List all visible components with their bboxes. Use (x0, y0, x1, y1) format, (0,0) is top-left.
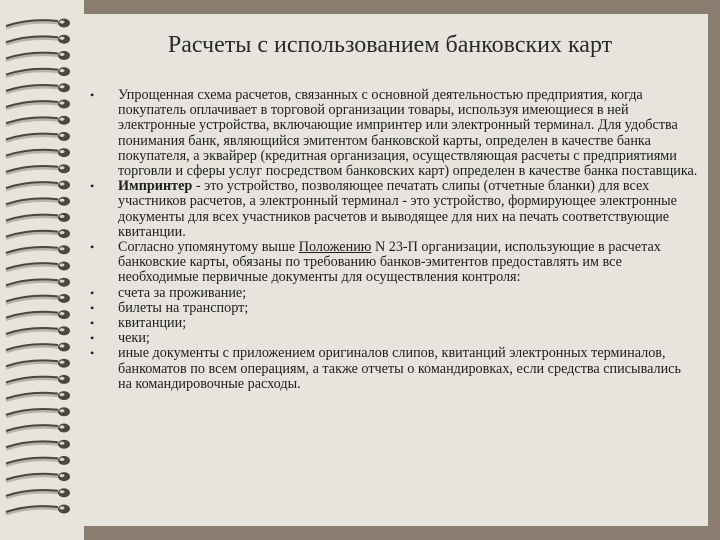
slide-title: Расчеты с использованием банковских карт (167, 32, 613, 58)
binding-ring (6, 472, 70, 482)
binding-ring (6, 213, 70, 223)
binding-ring (6, 181, 70, 191)
item-text: счета за проживание; (118, 284, 247, 301)
binding-ring (6, 51, 70, 61)
item-text: - это устройство, позволяющее печатать слипы (отчетные бланки) для всех участников расчетов, а электронный терминал - это устройство, формирующее электронные документы для всех участников расчетов и выводящее для них на печать соответствующие квитанции. (118, 178, 677, 240)
binding-ring (6, 326, 70, 336)
binding-ring (6, 262, 70, 272)
binding-ring (6, 375, 70, 385)
binding-ring (6, 407, 70, 417)
binding-ring (6, 505, 70, 515)
frame-top (0, 0, 720, 14)
binding-ring (6, 343, 70, 353)
bullet-icon: • (90, 285, 95, 300)
list-item (88, 179, 698, 240)
frame-bottom (0, 526, 720, 540)
regulation-link[interactable]: Положению (298, 239, 372, 256)
item-text: чеки; (118, 330, 150, 347)
binding-ring (6, 132, 70, 142)
list-item (88, 331, 698, 346)
binding-ring (6, 278, 70, 288)
term-imprinter: Импринтер (118, 178, 193, 195)
binding-ring (6, 359, 70, 369)
binding-ring (6, 148, 70, 158)
binding-ring (6, 67, 70, 77)
binding-ring (6, 164, 70, 174)
binding-ring (6, 100, 70, 110)
binding-ring (6, 424, 70, 434)
bullet-icon: • (90, 240, 95, 255)
bullet-list (88, 88, 698, 392)
binding-ring (6, 391, 70, 401)
binding-ring (6, 116, 70, 126)
bullet-icon: • (90, 179, 95, 194)
list-item (88, 286, 698, 301)
list-item (88, 88, 698, 179)
binding-ring (6, 83, 70, 93)
spiral-binding-icon (0, 0, 84, 540)
list-item (88, 301, 698, 316)
bullet-icon: • (90, 346, 95, 361)
item-text: квитанции; (118, 315, 187, 332)
binding-ring (6, 19, 70, 29)
list-item (88, 346, 698, 392)
binding-ring (6, 35, 70, 45)
frame-right (708, 0, 720, 540)
binding-ring (6, 440, 70, 450)
list-item (88, 316, 698, 331)
binding-ring (6, 294, 70, 304)
binding-ring (6, 229, 70, 239)
binding-ring (6, 310, 70, 320)
binding-ring (6, 488, 70, 498)
bullet-icon: • (90, 331, 95, 346)
item-text: билеты на транспорт; (118, 299, 249, 316)
binding-ring (6, 456, 70, 466)
bullet-icon: • (90, 300, 95, 315)
item-text: N 23-П организации, использующие в расчетах банковские карты, обязаны по требованию банков-эмитентов предоставлять им все необходимые первичные документы для осуществления контроля: (118, 239, 661, 286)
bullet-icon: • (90, 88, 95, 102)
binding-ring (6, 197, 70, 207)
item-text: Упрощенная схема расчетов, связанных с основной деятельностью предприятия, когда покупатель оплачивает в торговой организации товары, используя имеющиеся в ней электронные устройства, включающие импринтер или электронный терминал. Для удобства понимания банк, являющийся эмитентом банковской карты, определен в качестве банка покупателя, а эквайрер (кредитная организация, осуществляющая расчеты с предприятиями торговли и сферы услуг посредством банковских карт) определен в качестве банка поставщика. (118, 87, 698, 180)
bullet-icon: • (90, 316, 95, 331)
item-text: Согласно упомянутому выше (118, 239, 299, 256)
list-item (88, 240, 698, 286)
binding-ring (6, 245, 70, 255)
notebook-spine (0, 0, 84, 540)
item-text: иные документы с приложением оригиналов слипов, квитанций электронных терминалов, банкоматов по всем операциям, а также отчеты о командировках, если средства списывались на командировочные расходы. (118, 345, 681, 392)
